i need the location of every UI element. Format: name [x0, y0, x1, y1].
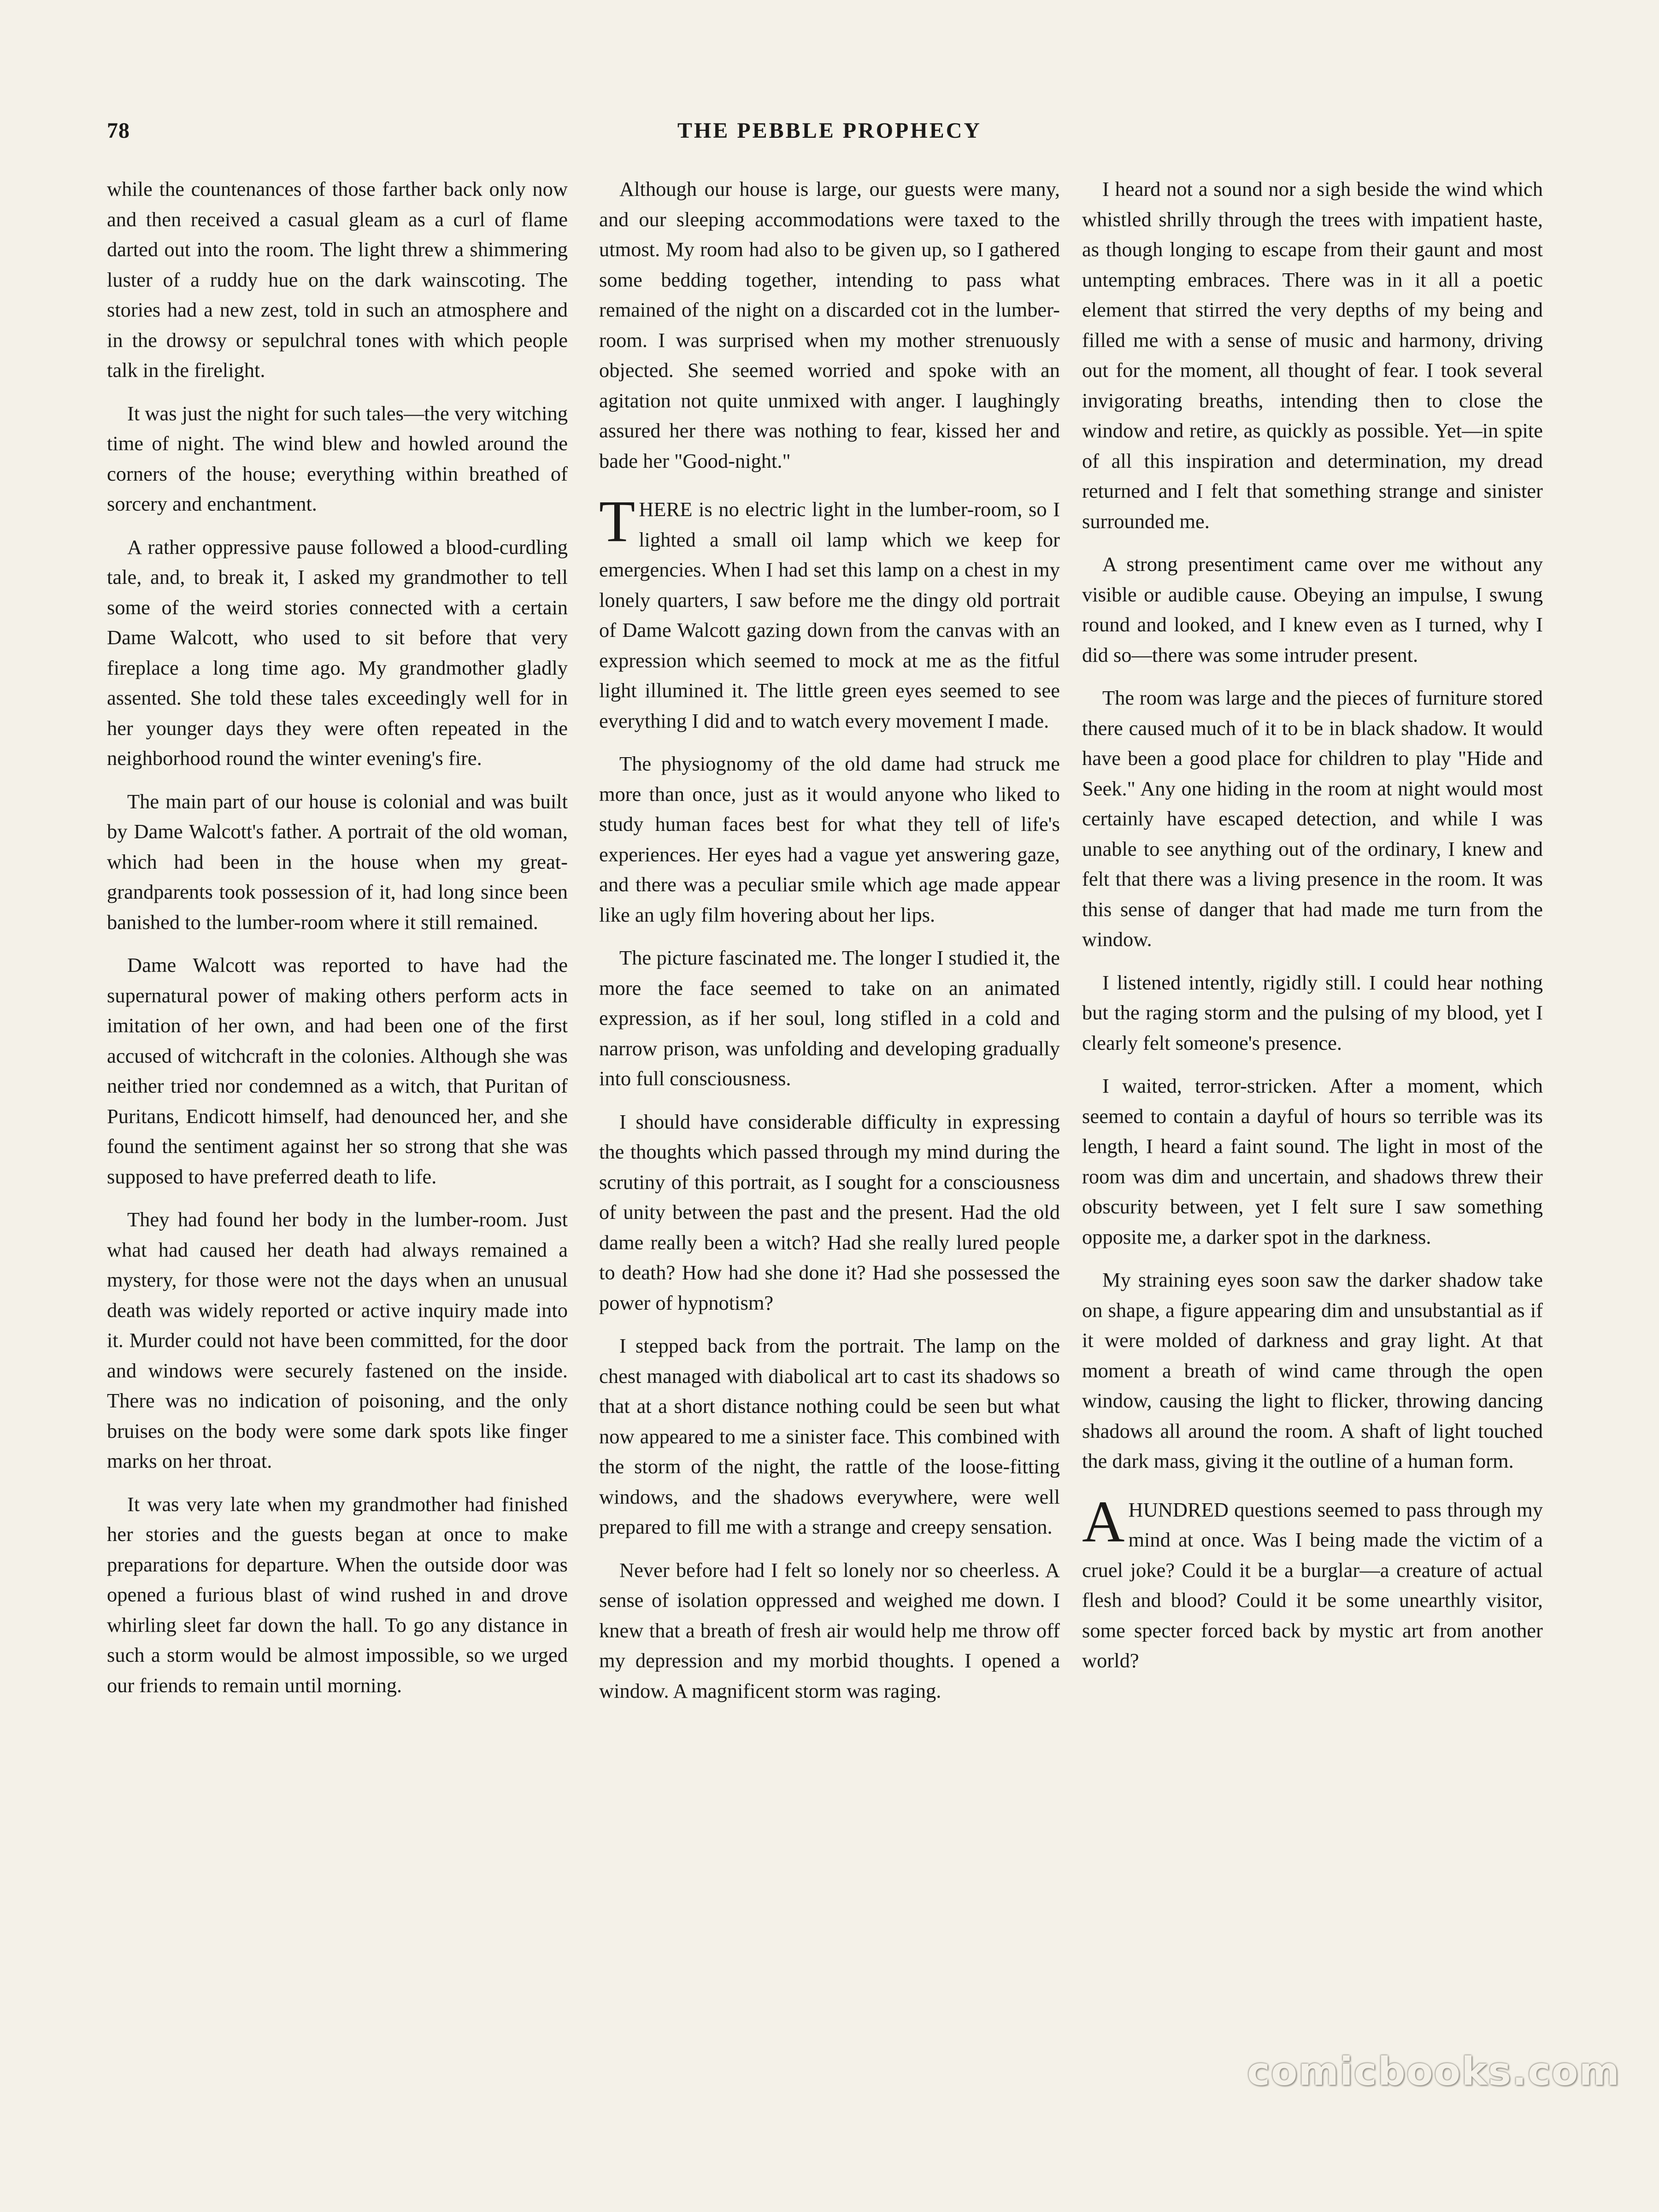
paragraph: The physiognomy of the old dame had struck me more than once, just as it would anyone who liked to study human faces best for what they tell of life's experiences. Her eyes had a vague yet answering gaze, and there was a peculiar smile which age made appear like an ugly film hovering about her lips.	[599, 752, 1060, 926]
paragraph: I stepped back from the portrait. The lamp on the chest managed with diabolical art to cast its shadows so that at a short distance nothing could be seen but what now appeared to me a sinister face. This combined with the storm of the night, the rattle of the loose-fitting windows, and the shadows everywhere, were well prepared to fill me with a strange and creepy sensation.	[599, 1334, 1060, 1538]
drop-cap-letter: A	[1082, 1488, 1125, 1554]
text-column-1	[107, 174, 568, 2100]
page-header	[107, 118, 1552, 150]
paragraph: Never before had I felt so lonely nor so cheerless. A sense of isolation oppressed and weighed me down. I knew that a breath of fresh air would help me throw off my depression and my morbid thoughts. I opened a window. A magnificent storm was raging.	[599, 1558, 1060, 1702]
paragraph: A strong presentiment came over me without any visible or audible cause. Obeying an impulse, I swung round and looked, and I knew even as I turned, why I did so—there was some intruder present.	[1082, 553, 1543, 666]
text-column-2	[599, 174, 1060, 2100]
running-title: THE PEBBLE PROPHECY	[677, 118, 982, 143]
text-column-3	[1082, 174, 1543, 2100]
watermark-logo: comicbooks.com	[1247, 2049, 1620, 2094]
paragraph: The picture fascinated me. The longer I studied it, the more the face seemed to take on an animated expression, as if her soul, long stifled in a cold and narrow prison, was unfolding and developing gradually into full consciousness.	[599, 946, 1060, 1090]
paragraph: They had found her body in the lumber-room. Just what had caused her death had always remained a mystery, for those were not the days when an unusual death was widely reported or active inquiry made into it. Murder could not have been committed, for the door and windows were securely fastened on the inside. There was no indication of poisoning, and the only bruises on the body were some dark spots like finger marks on her throat.	[107, 1208, 568, 1472]
dropcap-paragraph	[1082, 1488, 1543, 1676]
paragraph: I waited, terror-stricken. After a moment, which seemed to contain a dayful of hours so terrible was its length, I heard a faint sound. The light in most of the room was dim and uncertain, and shadows threw their obscurity between, yet I felt sure I saw something opposite me, a darker spot in the darkness.	[1082, 1074, 1543, 1248]
paragraph: I heard not a sound nor a sigh beside the wind which whistled shrilly through the trees with impatient haste, as though longing to escape from their gaunt and most untempting embraces. There was in it all a poetic element that stirred the very depths of my being and filled me with a sense of music and harmony, driving out for the moment, all thought of fear. I took several invigorating breaths, intending then to close the window and retire, as quickly as possible. Yet—in spite of all this inspiration and determination, my dread returned and I felt that something strange and sinister surrounded me.	[1082, 177, 1543, 533]
page-number: 78	[107, 118, 130, 143]
paragraph: I should have considerable difficulty in expressing the thoughts which passed through my mind during the scrutiny of this portrait, as I sought for a consciousness of unity between the past and the present. Had the old dame really been a witch? Had she really lured people to death? How had she done it? Had she possessed the power of hypnotism?	[599, 1110, 1060, 1314]
dropcap-paragraph	[599, 488, 1060, 736]
paragraph: I listened intently, rigidly still. I could hear nothing but the raging storm and the pulsing of my blood, yet I clearly felt someone's presence.	[1082, 971, 1543, 1054]
paragraph: The room was large and the pieces of furniture stored there caused much of it to be in black shadow. It would have been a good place for children to play "Hide and Seek." Any one hiding in the room at night would most certainly have escaped detection, and while I was unable to see anything out of the ordinary, I knew and felt that there was a living presence in the room. It was this sense of danger that had made me turn from the window.	[1082, 686, 1543, 951]
drop-cap-letter: T	[599, 488, 635, 554]
paragraph: It was very late when my grandmother had finished her stories and the guests began at once to make preparations for departure. When the outside door was opened a furious blast of wind rushed in and drove whirling sleet far down the hall. To go any distance in such a storm would be almost impossible, so we urged our friends to remain until morning.	[107, 1492, 568, 1697]
paragraph: A rather oppressive pause followed a blood-curdling tale, and, to break it, I asked my grandmother to tell some of the weird stories connected with a certain Dame Walcott, who used to sit before that very fireplace a long time ago. My grandmother gladly assented. She told these tales exceedingly well for in her younger days they were often repeated in the neighborhood round the winter evening's fire.	[107, 535, 568, 770]
paragraph-text: HERE is no electric light in the lumber-room, so I lighted a small oil lamp which we keep for emergencies. When I had set this lamp on a chest in my lonely quarters, I saw before me the dingy old portrait of Dame Walcott gazing down from the canvas with an expression which seemed to mock at me as the fitful light illumined it. The little green eyes seemed to see everything I did and to watch every movement I made.	[599, 498, 1060, 732]
paragraph: The main part of our house is colonial and was built by Dame Walcott's father. A portrait of the old woman, which had been in the house when my great-grandparents took possession of it, had long since been banished to the lumber-room where it still remained.	[107, 789, 568, 934]
paragraph-text: HUNDRED questions seemed to pass through my mind at once. Was I being made the victim of a cruel joke? Could it be a burglar—a creature of actual flesh and blood? Could it be some unearthly visitor, some specter forced back by mystic art from another world?	[1082, 1498, 1543, 1672]
paragraph: It was just the night for such tales—the very witching time of night. The wind blew and howled around the corners of the house; everything within breathed of sorcery and enchantment.	[107, 401, 568, 515]
paragraph: Dame Walcott was reported to have had the supernatural power of making others perform acts in imitation of her own, and had been one of the first accused of witchcraft in the colonies. Although she was neither tried nor condemned as a witch, that Puritan of Puritans, Endicott himself, had denounced her, and she found the sentiment against her so strong that she was supposed to have preferred death to life.	[107, 953, 568, 1188]
paragraph: Although our house is large, our guests were many, and our sleeping accommodations were taxed to the utmost. My room had also to be given up, so I gathered some bedding together, intending to pass what remained of the night on a discarded cot in the lumber-room. I was surprised when my mother strenuously objected. She seemed worried and spoke with an agitation not quite unmixed with anger. I laughingly assured her there was nothing to fear, kissed her and bade her "Good-night."	[599, 177, 1060, 472]
paragraph: My straining eyes soon saw the darker shadow take on shape, a figure appearing dim and unsubstantial as if it were molded of darkness and gray light. At that moment a breath of wind came through the open window, causing the light to flicker, throwing dancing shadows all around the room. A shaft of light touched the dark mass, giving it the outline of a human form.	[1082, 1268, 1543, 1472]
paragraph: while the countenances of those farther back only now and then received a casual gleam as a curl of flame darted out into the room. The light threw a shimmering luster of a ruddy hue on the dark wainscoting. The stories had a new zest, told in such an atmosphere and in the drowsy or sepulchral tones with which people talk in the firelight.	[107, 177, 568, 382]
